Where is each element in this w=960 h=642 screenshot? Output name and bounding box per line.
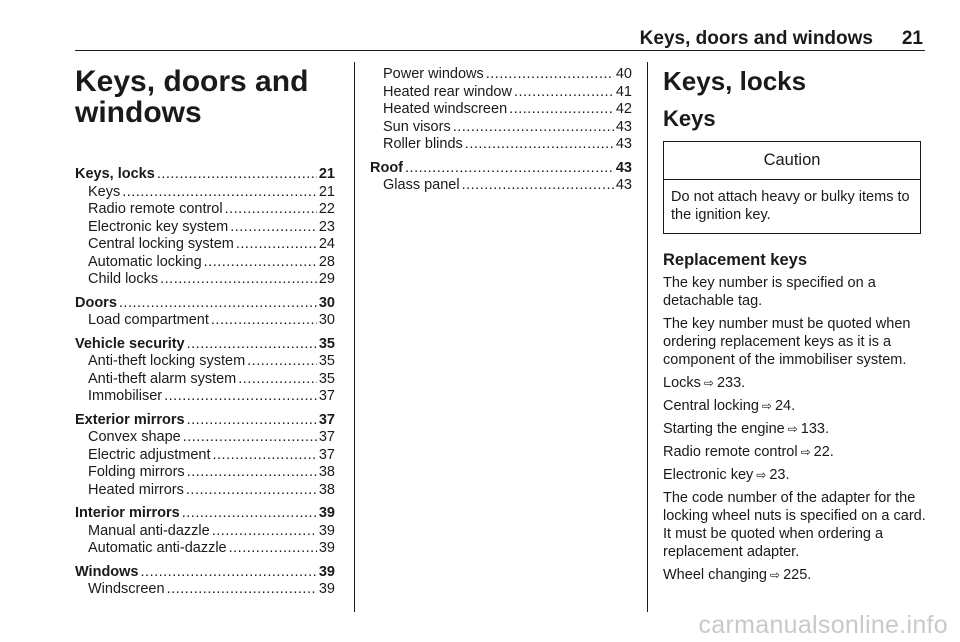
toc-entry-label: Child locks	[88, 271, 159, 287]
toc-entry-page: 35	[318, 370, 335, 387]
toc-entry[interactable]	[75, 412, 335, 430]
toc-entry-page: 43	[615, 118, 632, 135]
reference-arrow-icon: ⇨	[703, 376, 714, 390]
toc-leader-dots	[514, 84, 614, 102]
toc-leader-dots	[212, 523, 317, 541]
toc-entry-page: 38	[318, 481, 335, 498]
toc-leader-dots	[183, 429, 317, 447]
paragraph-text: The code number of the adapter for the locking wheel nuts is specified on a card. It must be quoted when ordering a replacement adapter.	[663, 490, 926, 560]
toc-entry-label: Windows	[75, 563, 139, 580]
toc-entry-page: 37	[318, 411, 335, 428]
toc-leader-dots	[465, 136, 614, 154]
toc-entry-label: Electric adjustment	[88, 446, 211, 463]
toc-entry-page: 37	[318, 446, 335, 463]
toc-entry-page: 29	[318, 271, 335, 287]
toc-column-2	[370, 62, 632, 195]
toc-entry-page: 28	[318, 253, 335, 270]
toc-leader-dots	[160, 271, 317, 289]
toc-entry[interactable]	[75, 236, 335, 254]
toc-leader-dots	[236, 236, 317, 254]
toc-leader-dots	[187, 464, 317, 482]
cross-reference[interactable]	[663, 420, 928, 438]
toc-entry-label: Electronic key system	[88, 218, 229, 235]
toc-leader-dots	[187, 412, 317, 430]
toc-entry[interactable]	[75, 482, 335, 500]
toc-title	[75, 66, 335, 128]
column-divider-2	[647, 62, 648, 612]
paragraph	[663, 274, 928, 310]
toc-entry-label: Heated windscreen	[383, 101, 508, 117]
toc-entry[interactable]	[75, 464, 335, 482]
toc-leader-dots	[119, 295, 317, 313]
toc-entry-label: Glass panel	[383, 177, 460, 193]
toc-entry-label: Anti-theft locking system	[88, 353, 246, 369]
toc-list-2	[370, 66, 632, 195]
page-number: 21	[901, 28, 923, 49]
toc-list-1	[75, 166, 335, 599]
cross-reference[interactable]	[663, 443, 928, 461]
toc-leader-dots	[238, 371, 317, 389]
paragraph-text: Central locking	[663, 398, 759, 414]
replacement-keys-heading: Replacement keys	[663, 251, 807, 269]
toc-leader-dots	[453, 119, 614, 137]
toc-entry-label: Keys	[88, 183, 121, 200]
toc-entry-label: Keys, locks	[75, 166, 155, 182]
toc-entry[interactable]	[75, 166, 335, 184]
reference-page: 23.	[769, 467, 790, 483]
toc-entry[interactable]	[370, 177, 632, 195]
toc-entry[interactable]	[75, 184, 335, 202]
paragraph-text: Locks	[663, 375, 701, 391]
toc-entry-label: Interior mirrors	[75, 505, 180, 521]
toc-leader-dots	[204, 254, 317, 272]
paragraph-text: Starting the engine	[663, 421, 785, 437]
toc-entry-label: Heated mirrors	[88, 481, 184, 498]
column-divider-1	[354, 62, 355, 612]
reference-arrow-icon: ⇨	[800, 445, 811, 459]
toc-entry-label: Immobiliser	[88, 388, 163, 404]
caution-heading: Caution	[664, 142, 920, 180]
toc-leader-dots	[167, 581, 317, 599]
toc-leader-dots	[486, 66, 614, 84]
toc-entry[interactable]	[370, 136, 632, 154]
toc-entry[interactable]	[370, 84, 632, 102]
toc-leader-dots	[141, 564, 317, 582]
toc-entry-label: Vehicle security	[75, 335, 185, 352]
content-column	[663, 62, 928, 589]
caution-text: Do not attach heavy or bulky items to the ignition key.	[671, 189, 910, 223]
reference-arrow-icon: ⇨	[761, 399, 772, 413]
paragraph-text: Radio remote control	[663, 444, 798, 460]
toc-leader-dots	[122, 184, 317, 202]
toc-entry-page: 21	[318, 166, 335, 182]
toc-entry-label: Windscreen	[88, 581, 165, 597]
paragraph-text: The key number is specified on a detachable tag.	[663, 275, 876, 309]
toc-entry-page: 43	[615, 159, 632, 176]
toc-entry-page: 43	[615, 136, 632, 152]
reference-page: 24.	[774, 398, 796, 414]
reference-arrow-icon: ⇨	[770, 568, 781, 582]
toc-entry-page: 39	[318, 522, 335, 539]
toc-leader-dots	[182, 505, 317, 523]
toc-entry-label: Roof	[370, 159, 404, 176]
toc-entry[interactable]	[75, 523, 335, 541]
toc-entry-page: 39	[318, 505, 335, 521]
toc-entry[interactable]	[75, 505, 335, 523]
toc-entry[interactable]	[75, 254, 335, 272]
paragraph-text: Wheel changing	[663, 567, 767, 583]
toc-leader-dots	[164, 388, 317, 406]
reference-page: 22.	[813, 444, 834, 460]
toc-leader-dots	[187, 336, 317, 354]
toc-entry-page: 30	[318, 312, 335, 328]
watermark: carmanualsonline.info	[698, 611, 948, 639]
toc-entry-label: Radio remote control	[88, 201, 223, 217]
toc-entry-page: 39	[318, 540, 335, 556]
toc-entry[interactable]	[75, 219, 335, 237]
toc-entry-label: Sun visors	[383, 118, 451, 135]
toc-entry-page: 38	[318, 464, 335, 480]
toc-entry-label: Power windows	[383, 66, 484, 82]
toc-entry-page: 21	[318, 183, 335, 200]
toc-entry-label: Exterior mirrors	[75, 411, 185, 428]
toc-entry[interactable]	[370, 66, 632, 84]
reference-page: 233.	[716, 375, 746, 391]
toc-title-line-2: windows	[75, 96, 202, 129]
toc-entry[interactable]	[75, 429, 335, 447]
toc-entry-label: Heated rear window	[383, 83, 512, 100]
toc-entry-label: Manual anti-dazzle	[88, 522, 210, 539]
toc-entry[interactable]	[75, 540, 335, 558]
reference-arrow-icon: ⇨	[787, 422, 798, 436]
toc-title-line-1: Keys, doors and	[75, 65, 309, 98]
toc-leader-dots	[247, 353, 317, 371]
toc-entry[interactable]	[75, 388, 335, 406]
toc-entry[interactable]	[75, 353, 335, 371]
toc-entry[interactable]	[370, 119, 632, 137]
toc-column-1	[75, 62, 335, 599]
toc-entry-label: Convex shape	[88, 429, 181, 445]
toc-entry-page: 40	[615, 66, 632, 82]
toc-entry[interactable]	[75, 295, 335, 313]
toc-entry-page: 43	[615, 177, 632, 193]
toc-entry-label: Anti-theft alarm system	[88, 370, 237, 387]
toc-leader-dots	[229, 540, 317, 558]
paragraph-text: The key number must be quoted when ordering replacement keys as it is a component of the immobiliser system.	[663, 316, 911, 368]
cross-reference[interactable]	[663, 466, 928, 484]
toc-entry-page: 37	[318, 388, 335, 404]
toc-leader-dots	[211, 312, 317, 330]
toc-leader-dots	[186, 482, 317, 500]
toc-entry-page: 41	[615, 83, 632, 100]
reference-page: 225.	[783, 567, 812, 583]
toc-leader-dots	[157, 166, 317, 184]
toc-entry[interactable]	[75, 371, 335, 389]
paragraph	[663, 315, 928, 369]
toc-entry-page: 37	[318, 429, 335, 445]
toc-entry[interactable]	[370, 101, 632, 119]
subsection-heading: Keys	[663, 106, 716, 131]
toc-entry-label: Automatic locking	[88, 253, 202, 270]
cross-reference[interactable]	[663, 566, 928, 584]
cross-reference[interactable]	[663, 397, 928, 415]
toc-leader-dots	[462, 177, 614, 195]
toc-entry[interactable]	[75, 564, 335, 582]
toc-entry-page: 42	[615, 101, 632, 117]
toc-entry[interactable]	[75, 271, 335, 289]
toc-entry-label: Load compartment	[88, 312, 209, 328]
toc-entry-label: Doors	[75, 294, 117, 311]
section-heading: Keys, locks	[663, 66, 807, 96]
toc-entry[interactable]	[75, 447, 335, 465]
paragraph	[663, 489, 928, 561]
toc-leader-dots	[225, 201, 317, 219]
caution-box	[663, 141, 921, 234]
toc-entry[interactable]	[75, 336, 335, 354]
toc-entry-label: Central locking system	[88, 236, 234, 252]
toc-entry-page: 23	[318, 218, 335, 235]
toc-leader-dots	[509, 101, 614, 119]
toc-entry-label: Folding mirrors	[88, 464, 185, 480]
paragraph-text: Electronic key	[663, 467, 754, 483]
toc-entry-page: 39	[318, 563, 335, 580]
cross-reference[interactable]	[663, 374, 928, 392]
page-header	[75, 28, 925, 51]
toc-entry-page: 30	[318, 294, 335, 311]
toc-entry-label: Automatic anti-dazzle	[88, 540, 227, 556]
toc-entry-page: 35	[318, 335, 335, 352]
toc-entry[interactable]	[75, 312, 335, 330]
toc-leader-dots	[405, 160, 614, 178]
toc-entry[interactable]	[75, 201, 335, 219]
reference-page: 133.	[800, 421, 830, 437]
header-title: Keys, doors and windows	[639, 28, 873, 49]
reference-arrow-icon: ⇨	[756, 468, 767, 482]
toc-entry-page: 22	[318, 201, 335, 217]
toc-leader-dots	[230, 219, 317, 237]
toc-leader-dots	[213, 447, 317, 465]
toc-entry-page: 35	[318, 353, 335, 369]
toc-entry[interactable]	[370, 160, 632, 178]
toc-entry[interactable]	[75, 581, 335, 599]
toc-entry-page: 24	[318, 236, 335, 252]
toc-entry-page: 39	[318, 581, 335, 597]
content-body	[663, 274, 928, 584]
toc-entry-label: Roller blinds	[383, 136, 463, 152]
